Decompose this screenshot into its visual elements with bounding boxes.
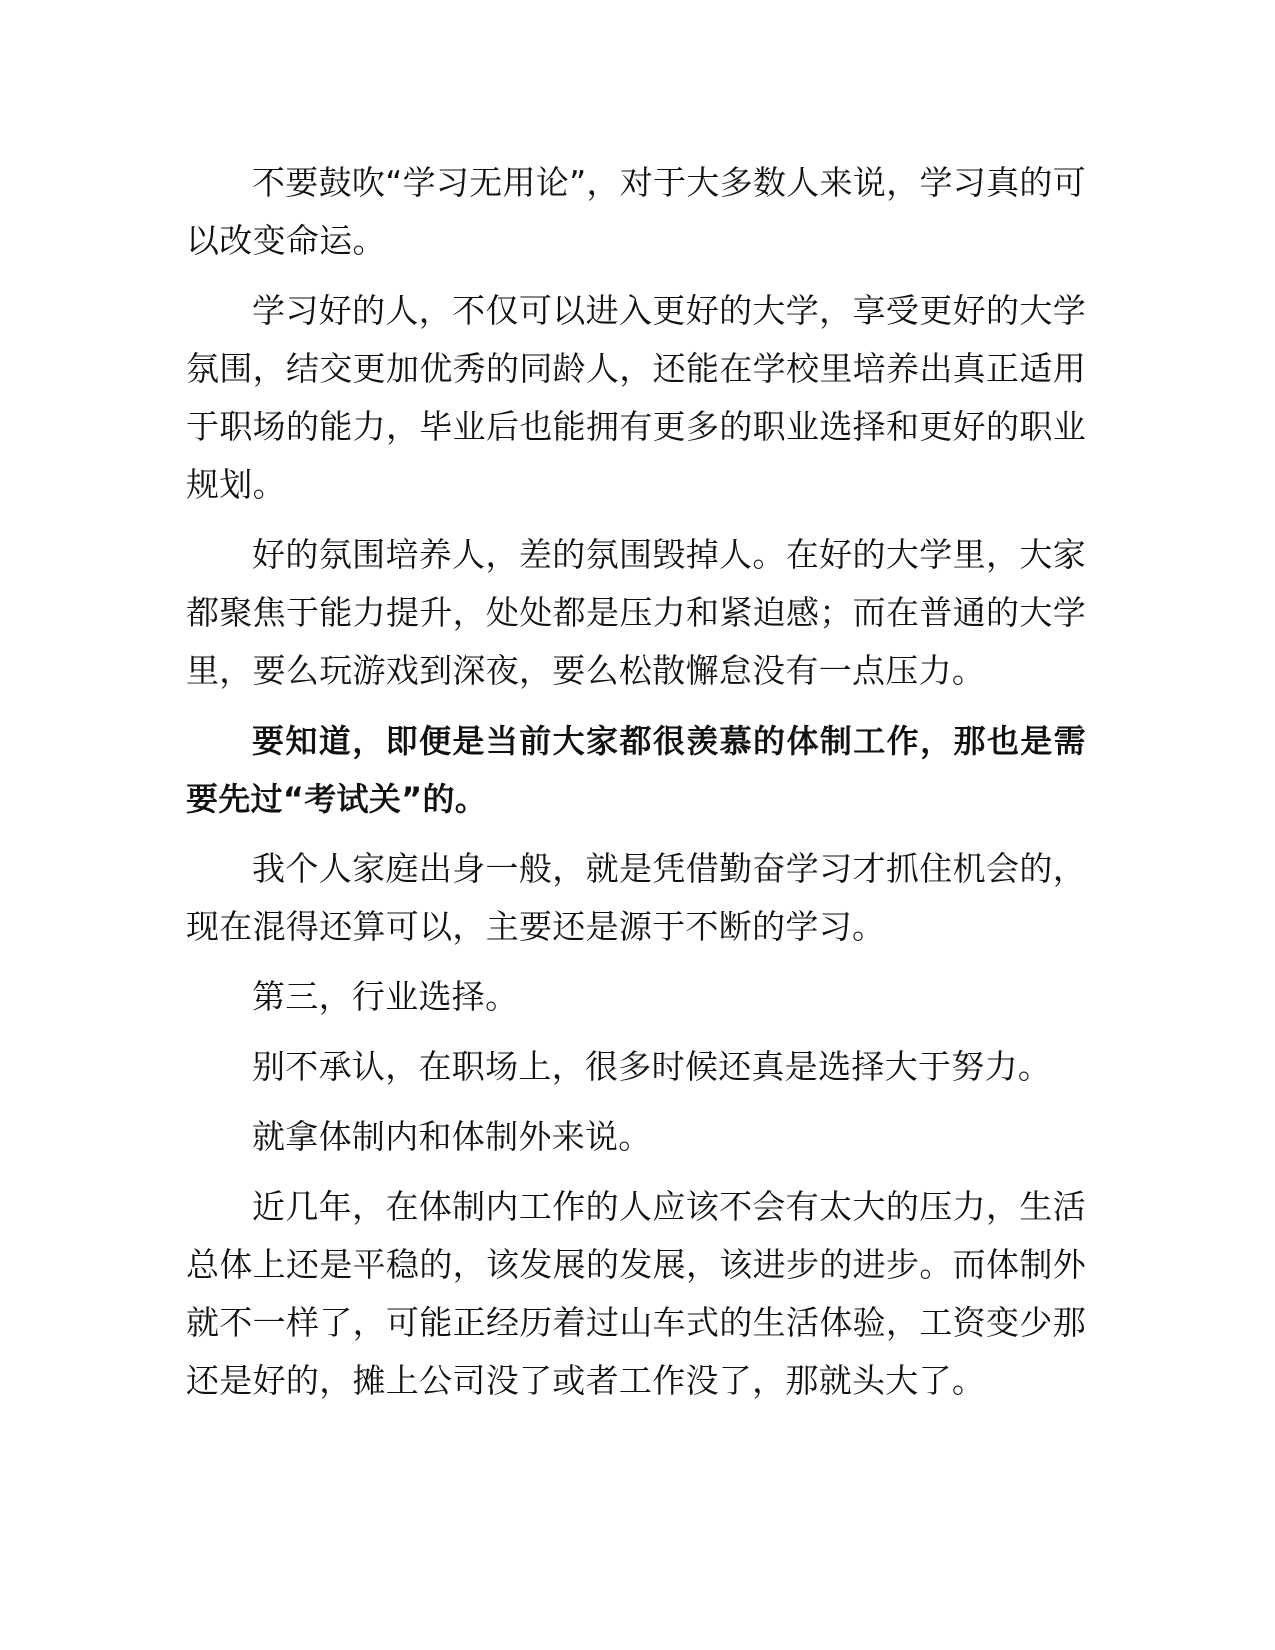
paragraph: 学习好的人，不仅可以进入更好的大学，享受更好的大学氛围，结交更加优秀的同龄人，还能在学校里培养出真正适用于职场的能力，毕业后也能拥有更多的职业选择和更好的职业规划。 <box>186 291 1086 504</box>
paragraph: 别不承认，在职场上，很多时候还真是选择大于努力。 <box>252 1047 1052 1086</box>
paragraph: 我个人家庭出身一般，就是凭借勤奋学习才抓住机会的，现在混得还算可以，主要还是源于不断的学习。 <box>186 849 1086 946</box>
section-heading: 第三，行业选择。 <box>252 977 519 1016</box>
paragraph: 近几年，在体制内工作的人应该不会有太大的压力，生活总体上还是平稳的，该发展的发展，该进步的进步。而体制外就不一样了，可能正经历着过山车式的生活体验，工资变少那还是好的，摊上公司没了或者工作没了，那就头大了。 <box>186 1187 1086 1400</box>
paragraph: 不要鼓吹“学习无用论”，对于大多数人来说，学习真的可以改变命运。 <box>186 163 1086 260</box>
paragraph-bold: 要知道，即便是当前大家都很羡慕的体制工作，那也是需要先过“考试关”的。 <box>186 722 1086 818</box>
paragraph: 就拿体制内和体制外来说。 <box>252 1117 652 1156</box>
document-body <box>186 154 1086 1422</box>
paragraph: 好的氛围培养人，差的氛围毁掉人。在好的大学里，大家都聚焦于能力提升，处处都是压力和紧迫感；而在普通的大学里，要么玩游戏到深夜，要么松散懈怠没有一点压力。 <box>186 535 1086 690</box>
